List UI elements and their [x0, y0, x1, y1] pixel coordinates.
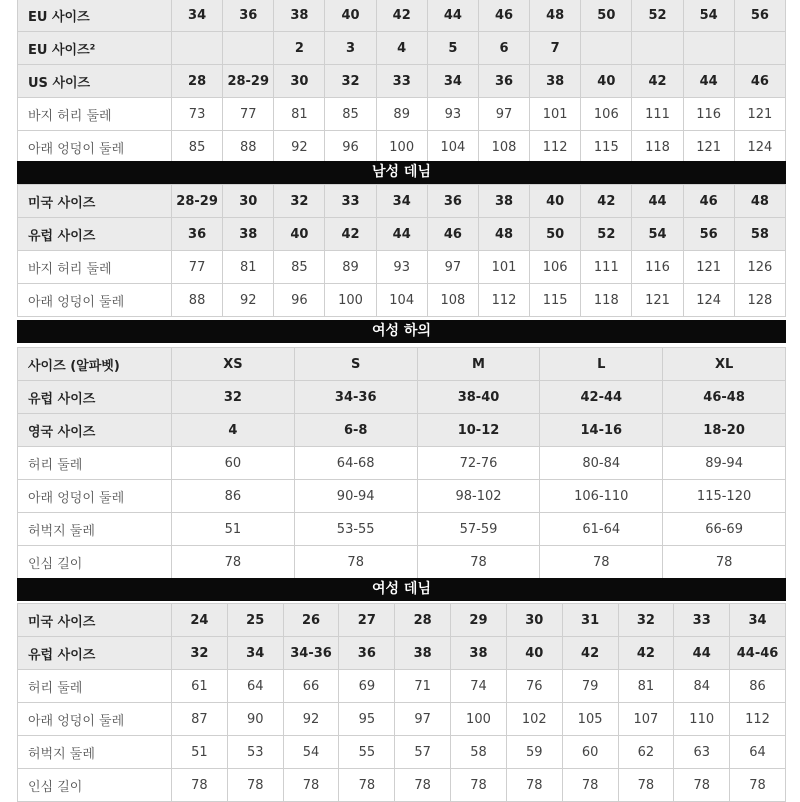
table-cell: 121: [734, 98, 785, 131]
table-cell: 32: [172, 381, 295, 414]
row-label: 아래 엉덩이 둘레: [18, 284, 172, 317]
table-cell: 100: [451, 703, 507, 736]
table-cell: 86: [172, 480, 295, 513]
table-cell: 85: [172, 131, 223, 164]
table-cell: 111: [632, 98, 683, 131]
table-cell: 40: [581, 65, 632, 98]
table-cell: 28-29: [223, 65, 274, 98]
womens-denim-header: 여성 데님: [17, 578, 786, 601]
table-row: [18, 447, 786, 480]
womens-bottoms-header: 여성 하의: [17, 320, 786, 343]
table-cell: 34: [227, 637, 283, 670]
table-cell: 108: [427, 284, 478, 317]
table-cell: [581, 32, 632, 65]
table-cell: 118: [581, 284, 632, 317]
table-cell: 58: [451, 736, 507, 769]
table-cell: 44: [674, 637, 730, 670]
table-cell: 107: [618, 703, 674, 736]
table-cell: 26: [283, 604, 339, 637]
table-row: [18, 284, 786, 317]
table-cell: 89: [325, 251, 376, 284]
eu-size-table: [17, 0, 786, 164]
table-cell: 44: [632, 185, 683, 218]
table-cell: 36: [223, 0, 274, 32]
table-cell: XL: [663, 348, 786, 381]
mens-denim-table: [17, 184, 786, 317]
table-cell: 77: [172, 251, 223, 284]
table-row: [18, 480, 786, 513]
table-cell: 78: [417, 546, 540, 579]
table-cell: 34-36: [294, 381, 417, 414]
table-row: [18, 98, 786, 131]
table-cell: 78: [674, 769, 730, 802]
table-cell: 66-69: [663, 513, 786, 546]
table-cell: 28: [172, 65, 223, 98]
table-cell: 50: [581, 0, 632, 32]
row-label: 허벅지 둘레: [18, 513, 172, 546]
row-label: 유럽 사이즈: [18, 381, 172, 414]
table-cell: 62: [618, 736, 674, 769]
table-cell: 121: [632, 284, 683, 317]
table-cell: 111: [581, 251, 632, 284]
table-cell: 78: [562, 769, 618, 802]
table-cell: 78: [618, 769, 674, 802]
table-cell: 98-102: [417, 480, 540, 513]
table-cell: 44-46: [730, 637, 786, 670]
table-cell: 51: [172, 513, 295, 546]
table-cell: 101: [530, 98, 581, 131]
table-cell: 46: [427, 218, 478, 251]
table-cell: 46-48: [663, 381, 786, 414]
table-cell: 92: [283, 703, 339, 736]
table-cell: 53-55: [294, 513, 417, 546]
table-cell: 33: [325, 185, 376, 218]
table-row: [18, 670, 786, 703]
row-label: 사이즈 (알파벳): [18, 348, 172, 381]
table-row: [18, 251, 786, 284]
table-cell: 30: [274, 65, 325, 98]
table-cell: 44: [427, 0, 478, 32]
table-row: [18, 32, 786, 65]
table-cell: 33: [376, 65, 427, 98]
table-cell: 4: [376, 32, 427, 65]
table-cell: 93: [427, 98, 478, 131]
row-label: 인심 길이: [18, 769, 172, 802]
table-row: [18, 65, 786, 98]
table-cell: [223, 32, 274, 65]
table-cell: 38: [274, 0, 325, 32]
table-cell: 57-59: [417, 513, 540, 546]
table-row: [18, 604, 786, 637]
table-cell: 85: [274, 251, 325, 284]
table-cell: 64-68: [294, 447, 417, 480]
table-cell: [632, 32, 683, 65]
table-cell: 100: [376, 131, 427, 164]
table-row: [18, 513, 786, 546]
table-cell: 46: [734, 65, 785, 98]
table-cell: 42: [618, 637, 674, 670]
table-cell: 46: [478, 0, 529, 32]
row-label: 영국 사이즈: [18, 414, 172, 447]
table-cell: 33: [674, 604, 730, 637]
table-cell: 106-110: [540, 480, 663, 513]
table-cell: 106: [581, 98, 632, 131]
table-cell: 51: [172, 736, 228, 769]
table-cell: 28: [395, 604, 451, 637]
table-cell: 78: [451, 769, 507, 802]
table-cell: 71: [395, 670, 451, 703]
table-cell: 54: [283, 736, 339, 769]
table-cell: 54: [683, 0, 734, 32]
table-cell: 42: [376, 0, 427, 32]
womens-denim-table: [17, 603, 786, 802]
table-cell: 86: [730, 670, 786, 703]
row-label: 허벅지 둘레: [18, 736, 172, 769]
table-cell: 32: [618, 604, 674, 637]
table-cell: 81: [223, 251, 274, 284]
row-label: 아래 엉덩이 둘레: [18, 703, 172, 736]
table-cell: 3: [325, 32, 376, 65]
table-cell: 24: [172, 604, 228, 637]
table-cell: 55: [339, 736, 395, 769]
table-cell: 42: [632, 65, 683, 98]
table-cell: 38-40: [417, 381, 540, 414]
table-cell: 38: [223, 218, 274, 251]
table-cell: 38: [478, 185, 529, 218]
table-row: [18, 131, 786, 164]
row-label: 미국 사이즈: [18, 604, 172, 637]
table-cell: 112: [530, 131, 581, 164]
table-cell: 40: [325, 0, 376, 32]
table-cell: 34: [730, 604, 786, 637]
table-cell: 116: [632, 251, 683, 284]
table-cell: 124: [734, 131, 785, 164]
table-cell: 78: [172, 769, 228, 802]
table-cell: 30: [223, 185, 274, 218]
table-cell: 126: [734, 251, 785, 284]
table-cell: 78: [172, 546, 295, 579]
womens-bottoms-table: [17, 347, 786, 579]
row-label: 아래 엉덩이 둘레: [18, 131, 172, 164]
row-label: 바지 허리 둘레: [18, 251, 172, 284]
table-cell: 88: [223, 131, 274, 164]
table-row: [18, 0, 786, 32]
table-cell: 79: [562, 670, 618, 703]
table-cell: 34: [376, 185, 427, 218]
table-cell: 69: [339, 670, 395, 703]
table-cell: 7: [530, 32, 581, 65]
row-label: 아래 엉덩이 둘레: [18, 480, 172, 513]
table-row: [18, 381, 786, 414]
table-cell: 57: [395, 736, 451, 769]
table-cell: 18-20: [663, 414, 786, 447]
table-cell: 78: [294, 546, 417, 579]
table-cell: 63: [674, 736, 730, 769]
table-cell: 93: [376, 251, 427, 284]
table-cell: 88: [172, 284, 223, 317]
table-cell: [683, 32, 734, 65]
table-cell: 42-44: [540, 381, 663, 414]
table-cell: 115-120: [663, 480, 786, 513]
table-cell: 56: [683, 218, 734, 251]
table-cell: 32: [274, 185, 325, 218]
table-cell: 116: [683, 98, 734, 131]
table-cell: 32: [172, 637, 228, 670]
table-cell: S: [294, 348, 417, 381]
table-cell: 81: [618, 670, 674, 703]
table-cell: 115: [581, 131, 632, 164]
table-cell: 61-64: [540, 513, 663, 546]
table-cell: 87: [172, 703, 228, 736]
table-cell: 38: [451, 637, 507, 670]
table-cell: 64: [227, 670, 283, 703]
table-cell: 34: [427, 65, 478, 98]
table-cell: 14-16: [540, 414, 663, 447]
table-cell: 92: [223, 284, 274, 317]
table-cell: 40: [274, 218, 325, 251]
table-row: [18, 218, 786, 251]
table-cell: 28-29: [172, 185, 223, 218]
table-cell: 6-8: [294, 414, 417, 447]
table-cell: 42: [562, 637, 618, 670]
row-label: 인심 길이: [18, 546, 172, 579]
table-cell: 6: [478, 32, 529, 65]
table-cell: M: [417, 348, 540, 381]
table-cell: 104: [427, 131, 478, 164]
table-cell: 66: [283, 670, 339, 703]
table-cell: 92: [274, 131, 325, 164]
table-cell: 44: [683, 65, 734, 98]
table-cell: 112: [730, 703, 786, 736]
table-cell: 96: [274, 284, 325, 317]
table-cell: 58: [734, 218, 785, 251]
table-cell: 112: [478, 284, 529, 317]
table-cell: 52: [632, 0, 683, 32]
row-label: 유럽 사이즈: [18, 637, 172, 670]
table-cell: L: [540, 348, 663, 381]
table-cell: 32: [325, 65, 376, 98]
table-row: [18, 185, 786, 218]
table-cell: 36: [478, 65, 529, 98]
table-cell: 36: [172, 218, 223, 251]
table-cell: 97: [395, 703, 451, 736]
table-cell: 106: [530, 251, 581, 284]
table-row: [18, 703, 786, 736]
table-cell: 48: [530, 0, 581, 32]
table-row: [18, 546, 786, 579]
table-cell: 5: [427, 32, 478, 65]
table-cell: 78: [395, 769, 451, 802]
table-row: [18, 736, 786, 769]
table-cell: 59: [506, 736, 562, 769]
table-cell: 44: [376, 218, 427, 251]
table-cell: 72-76: [417, 447, 540, 480]
table-cell: 74: [451, 670, 507, 703]
table-cell: 78: [283, 769, 339, 802]
table-cell: 84: [674, 670, 730, 703]
table-cell: 54: [632, 218, 683, 251]
table-cell: 56: [734, 0, 785, 32]
table-cell: 31: [562, 604, 618, 637]
table-cell: 76: [506, 670, 562, 703]
table-cell: 34-36: [283, 637, 339, 670]
table-cell: 50: [530, 218, 581, 251]
table-cell: 115: [530, 284, 581, 317]
table-cell: 78: [227, 769, 283, 802]
table-cell: 105: [562, 703, 618, 736]
table-cell: 80-84: [540, 447, 663, 480]
table-cell: 100: [325, 284, 376, 317]
table-cell: 78: [730, 769, 786, 802]
table-cell: 64: [730, 736, 786, 769]
row-label: EU 사이즈: [18, 0, 172, 32]
table-cell: 46: [683, 185, 734, 218]
table-cell: 4: [172, 414, 295, 447]
table-cell: 89-94: [663, 447, 786, 480]
table-cell: 10-12: [417, 414, 540, 447]
table-row: [18, 348, 786, 381]
mens-denim-header: 남성 데님: [17, 161, 786, 184]
table-cell: XS: [172, 348, 295, 381]
table-cell: 48: [478, 218, 529, 251]
table-cell: 29: [451, 604, 507, 637]
table-cell: 118: [632, 131, 683, 164]
table-cell: 95: [339, 703, 395, 736]
table-row: [18, 769, 786, 802]
row-label: EU 사이즈²: [18, 32, 172, 65]
table-cell: 60: [562, 736, 618, 769]
table-cell: 78: [506, 769, 562, 802]
row-label: 허리 둘레: [18, 670, 172, 703]
table-row: [18, 637, 786, 670]
table-row: [18, 414, 786, 447]
table-cell: 78: [339, 769, 395, 802]
table-cell: 85: [325, 98, 376, 131]
table-cell: 78: [663, 546, 786, 579]
table-cell: 42: [581, 185, 632, 218]
table-cell: 27: [339, 604, 395, 637]
table-cell: 121: [683, 131, 734, 164]
table-cell: 52: [581, 218, 632, 251]
row-label: 유럽 사이즈: [18, 218, 172, 251]
table-cell: 38: [530, 65, 581, 98]
table-cell: 42: [325, 218, 376, 251]
table-cell: 36: [427, 185, 478, 218]
table-cell: 90: [227, 703, 283, 736]
table-cell: 48: [734, 185, 785, 218]
row-label: US 사이즈: [18, 65, 172, 98]
table-cell: 40: [506, 637, 562, 670]
table-cell: [172, 32, 223, 65]
table-cell: 30: [506, 604, 562, 637]
table-cell: 110: [674, 703, 730, 736]
table-cell: 101: [478, 251, 529, 284]
table-cell: 34: [172, 0, 223, 32]
table-cell: 121: [683, 251, 734, 284]
table-cell: 25: [227, 604, 283, 637]
table-cell: 96: [325, 131, 376, 164]
table-cell: 102: [506, 703, 562, 736]
table-cell: 2: [274, 32, 325, 65]
table-cell: 61: [172, 670, 228, 703]
table-cell: 128: [734, 284, 785, 317]
table-cell: 38: [395, 637, 451, 670]
table-cell: 73: [172, 98, 223, 131]
table-cell: 60: [172, 447, 295, 480]
table-cell: 108: [478, 131, 529, 164]
table-cell: 81: [274, 98, 325, 131]
table-cell: 97: [478, 98, 529, 131]
table-cell: 124: [683, 284, 734, 317]
table-cell: 78: [540, 546, 663, 579]
table-cell: [734, 32, 785, 65]
row-label: 허리 둘레: [18, 447, 172, 480]
table-cell: 89: [376, 98, 427, 131]
table-cell: 53: [227, 736, 283, 769]
table-cell: 90-94: [294, 480, 417, 513]
table-cell: 104: [376, 284, 427, 317]
table-cell: 97: [427, 251, 478, 284]
table-cell: 77: [223, 98, 274, 131]
table-cell: 40: [530, 185, 581, 218]
row-label: 미국 사이즈: [18, 185, 172, 218]
row-label: 바지 허리 둘레: [18, 98, 172, 131]
table-cell: 36: [339, 637, 395, 670]
